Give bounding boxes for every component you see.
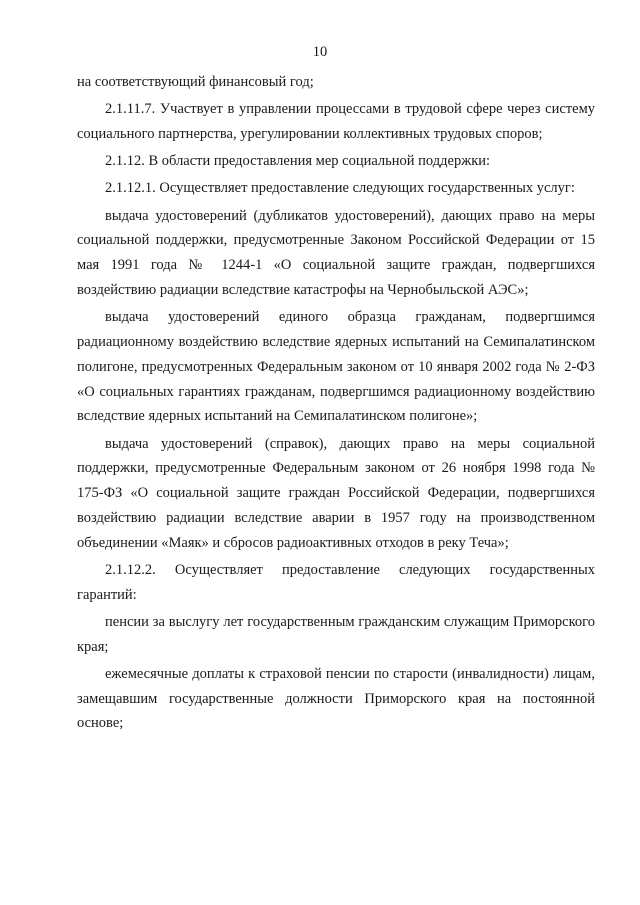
paragraph-service-pensions: пенсии за выслугу лет государственным гражданским служащим Приморского края; <box>77 613 595 655</box>
paragraph-2-1-11-7: 2.1.11.7. Участвует в управлении процессами в трудовой сфере через систему социального партнерства, урегулировании коллективных трудовых споров; <box>77 101 595 142</box>
paragraph-chernobyl-certificates: выдача удостоверений (дубликатов удостоверений), дающих право на меры социальной поддержки, предусмотренные Законом Российской Федерации от 15 мая 1991 года № 1244-1 «О социальной защите граждан, подвергшихся воздействию радиации вследствие катастрофы на Чернобыльской АЭС»; <box>77 207 595 298</box>
paragraph-financial-year: на соответствующий финансовый год; <box>77 74 314 90</box>
paragraph-semipalatinsk-certificates: выдача удостоверений единого образца гражданам, подвергшимся радиационному воздействию вследствие ядерных испытаний на Семипалатинском полигоне, предусмотренных Федеральным законом от 10 января 2002 года № 2-ФЗ «О социальных гарантиях гражданам, подвергшимся радиационному воздействию вследствие ядерных испытаний на Семипалатинском полигоне»; <box>77 309 595 425</box>
paragraph-2-1-12-2: 2.1.12.2. Осуществляет предоставление следующих государственных гарантий: <box>77 561 595 603</box>
paragraph-mayak-certificates: выдача удостоверений (справок), дающих право на меры социальной поддержки, предусмотренные Федеральным законом от 26 ноября 1998 года № 175-ФЗ «О социальной защите граждан Российской Федерации, подвергшихся воздействию радиации вследствие аварии в 1957 году на производственном объединении «Маяк» и сбросов радиоактивных отходов в реку Теча»; <box>77 435 595 551</box>
document-body <box>77 70 595 739</box>
paragraph-2-1-12: 2.1.12. В области предоставления мер социальной поддержки: <box>105 153 491 170</box>
paragraph-monthly-supplements: ежемесячные доплаты к страховой пенсии по старости (инвалидности) лицам, замещавшим государственные должности Приморского края на постоянной основе; <box>77 665 595 732</box>
paragraph-2-1-12-1: 2.1.12.1. Осуществляет предоставление следующих государственных услуг: <box>105 180 575 197</box>
page-number: 10 <box>312 44 328 60</box>
